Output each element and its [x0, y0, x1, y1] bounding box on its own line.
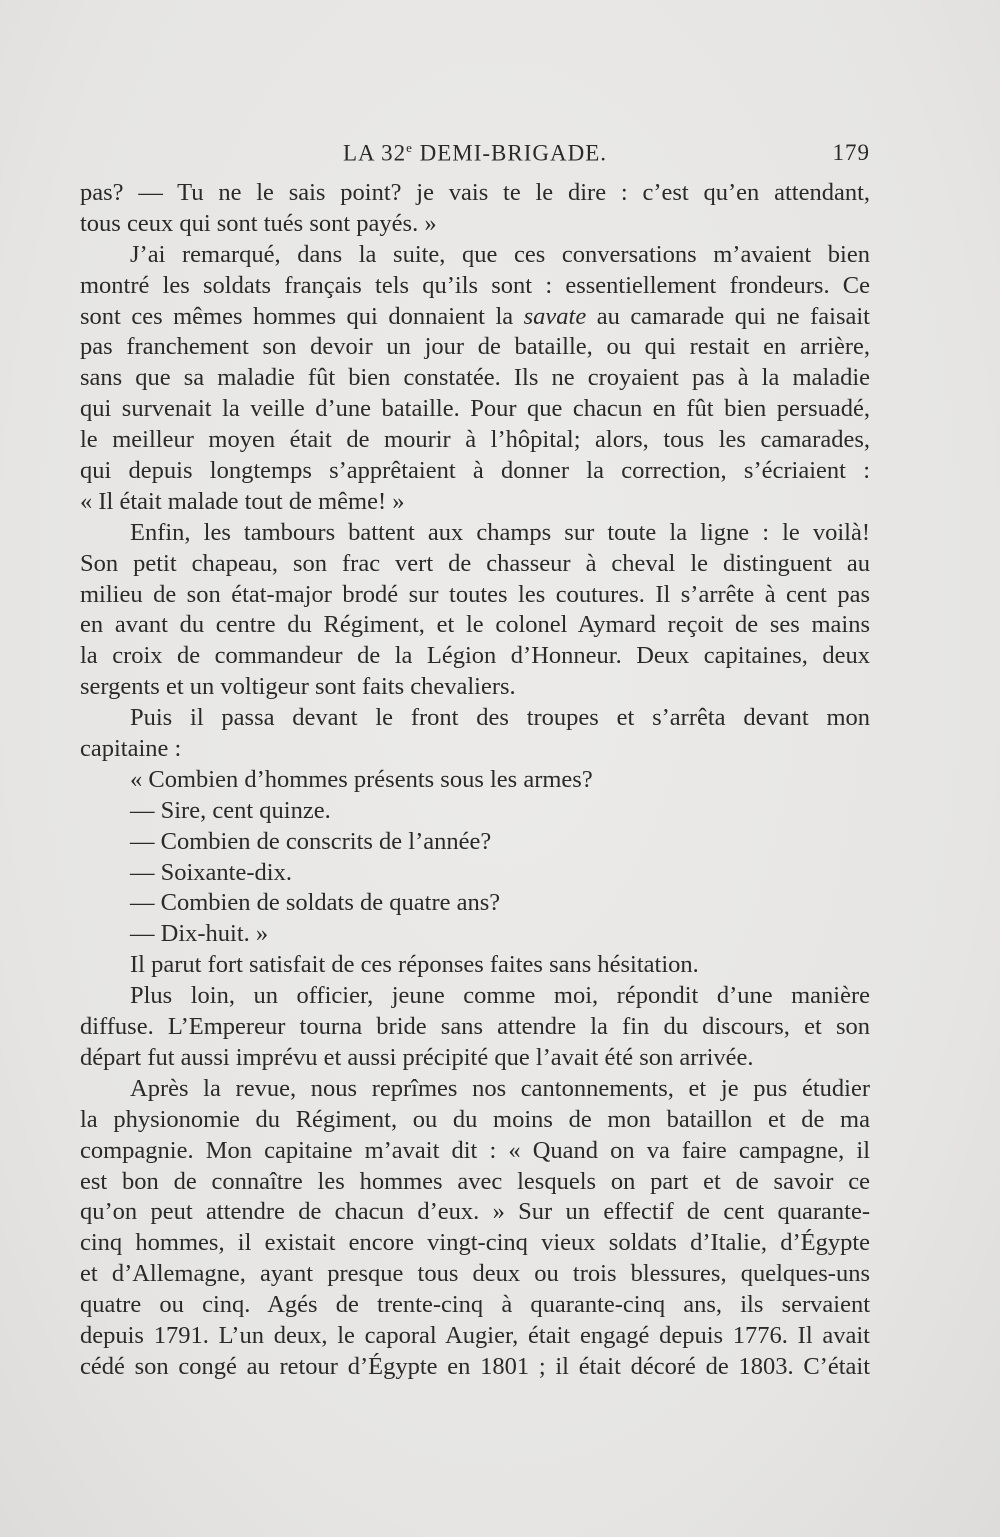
text-line: la physionomie du Régiment, ou du moins de mon bataillon et de ma — [80, 1105, 870, 1133]
text-line: montré les soldats français tels qu’ils sont : essentiellement frondeurs. Ce — [80, 271, 870, 299]
text-line: Puis il passa devant le front des troupes et s’arrêta devant mon — [130, 704, 870, 732]
text-line: milieu de son état-major brodé sur toutes les coutures. Il s’arrête à cent pas — [80, 580, 870, 608]
text-line: qui depuis longtemps s’apprêtaient à donner la correction, s’écriaient : — [80, 457, 870, 485]
text-line: qu’on peut attendre de chacun d’eux. » Sur un effectif de cent quarante- — [80, 1198, 870, 1226]
text-line: cinq hommes, il existait encore vingt-cinq vieux soldats d’Italie, d’Égypte — [80, 1229, 870, 1257]
text-line: « Combien d’hommes présents sous les armes? — [130, 765, 593, 793]
text-line: — Combien de conscrits de l’année? — [130, 827, 492, 855]
text-line: — Combien de soldats de quatre ans? — [130, 889, 501, 917]
text-line-part: au camarade qui ne faisait — [586, 302, 870, 330]
text-line: depuis 1791. L’un deux, le caporal Augier, était engagé depuis 1776. Il avait — [80, 1321, 870, 1349]
running-head — [80, 140, 870, 167]
page-number: 179 — [832, 140, 870, 165]
text-line: Il parut fort satisfait de ces réponses faites sans hésitation. — [130, 951, 699, 979]
text-line: et d’Allemagne, ayant presque tous deux ou trois blessures, quelques-uns — [80, 1260, 870, 1288]
text-line: Enfin, les tambours battent aux champs sur toute la ligne : le voilà! — [130, 518, 870, 546]
running-head-superscript: e — [406, 140, 413, 155]
text-line: sans que sa maladie fût bien constatée. Ils ne croyaient pas à la maladie — [80, 364, 870, 392]
text-line: cédé son congé au retour d’Égypte en 1801 ; il était décoré de 1803. C’était — [80, 1352, 870, 1380]
text-line: diffuse. L’Empereur tourna bride sans attendre la fin du discours, et son — [80, 1013, 870, 1041]
text-line: départ fut aussi imprévu et aussi précipité que l’avait été son arrivée. — [80, 1043, 754, 1071]
text-line: — Soixante-dix. — [130, 858, 292, 886]
text-line: Après la revue, nous reprîmes nos cantonnements, et je pus étudier — [130, 1074, 870, 1102]
text-line: pas? — Tu ne le sais point? je vais te le dire : c’est qu’en attendant, — [80, 179, 870, 206]
body-text — [80, 178, 870, 1383]
text-line: la croix de commandeur de la Légion d’Honneur. Deux capitaines, deux — [80, 642, 870, 670]
text-line: tous ceux qui sont tués sont payés. » — [80, 209, 437, 237]
text-line: quatre ou cinq. Agés de trente-cinq à quarante-cinq ans, ils servaient — [80, 1291, 870, 1319]
text-line: sergents et un voltigeur sont faits chevaliers. — [80, 673, 516, 701]
text-line — [80, 302, 870, 333]
text-line: J’ai remarqué, dans la suite, que ces conversations m’avaient bien — [130, 240, 870, 268]
text-line: Son petit chapeau, son frac vert de chasseur à cheval le distinguent au — [80, 549, 870, 577]
page-header — [80, 140, 870, 170]
text-line: — Dix-huit. » — [130, 920, 269, 948]
text-line-part: sont ces mêmes hommes qui donnaient la — [80, 302, 524, 330]
running-head-text: LA 32 — [342, 140, 407, 166]
text-line: pas franchement son devoir un jour de bataille, ou qui restait en arrière, — [80, 333, 870, 361]
text-line: est bon de connaître les hommes avec lesquels on part et de savoir ce — [80, 1167, 870, 1195]
running-head-suffix: DEMI-BRIGADE. — [412, 140, 608, 166]
text-line: — Sire, cent quinze. — [130, 796, 331, 824]
text-line: en avant du centre du Régiment, et le colonel Aymard reçoit de ses mains — [80, 611, 870, 639]
text-line: capitaine : — [80, 735, 182, 763]
text-line: Plus loin, un officier, jeune comme moi, répondit d’une manière — [130, 982, 870, 1010]
text-line: « Il était malade tout de même! » — [80, 487, 405, 515]
italic-word: savate — [523, 302, 587, 330]
text-line: qui survenait la veille d’une bataille. Pour que chacun en fût bien persuadé, — [80, 395, 870, 423]
text-line: compagnie. Mon capitaine m’avait dit : « Quand on va faire campagne, il — [80, 1136, 870, 1164]
text-line: le meilleur moyen était de mourir à l’hôpital; alors, tous les camarades, — [80, 426, 870, 454]
